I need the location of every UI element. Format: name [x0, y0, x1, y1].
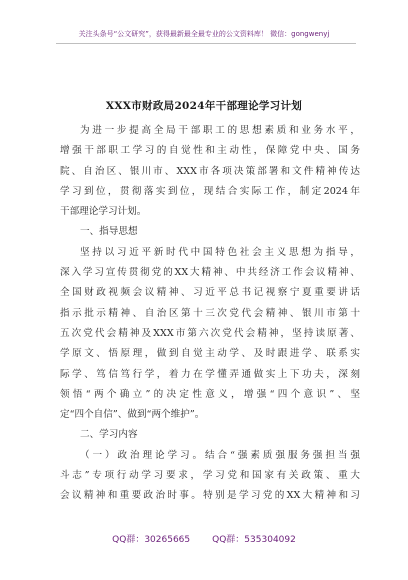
footer-qq-group-2: QQ群：535304092 [212, 535, 296, 545]
body-text-line: 定“四个自信”、做到“两个维护”。 [60, 409, 205, 421]
body-text-line: 指示批示精神、自治区第十三次党代会精神、银川市第十 [60, 307, 360, 319]
section-heading: 一、指导思想 [80, 226, 138, 238]
body-text-line: 际学、笃信笃行学，着力在学懂弄通做实上下功夫，深刻 [60, 368, 360, 380]
footer-contacts [0, 532, 408, 545]
body-text-line: 坚持以习近平新时代中国特色社会主义思想为指导， [80, 246, 360, 258]
body-text-line: 领悟“两个确立”的决定性意义，增强“四个意识”、坚 [60, 388, 360, 400]
body-text-line: 会议精神和重要政治时事。特别是学习党的XX大精神和习 [60, 490, 360, 502]
header-banner: 关注头条号“公文研究”，获得最新最全最专业的公文资料库！ 微信：gongwenyj [78, 30, 330, 38]
body-text-line: 为进一步提高全局干部职工的思想素质和业务水平， [80, 125, 360, 136]
body-text-line: 院、自治区、银川市、XXX市各项决策部署和文件精神传达 [60, 165, 360, 177]
document-body [60, 121, 360, 507]
body-text-line: 增强干部职工学习的自觉性和主动性，保障党中央、国务 [60, 145, 360, 157]
header-divider [56, 43, 356, 44]
body-text-line: 全国财政视频会议精神、习近平总书记视察宁夏重要讲话 [60, 287, 360, 299]
section-heading: 二、学习内容 [80, 429, 138, 441]
body-text-line: 深入学习宣传贯彻党的XX大精神、中共经济工作会议精神、 [60, 267, 360, 279]
body-text-line: 干部理论学习计划。 [60, 206, 147, 218]
document-title: XXX市财政局2024年干部理论学习计划 [105, 100, 303, 112]
body-text-line: 学原文、悟原理，做到自觉主动学、及时跟进学、联系实 [60, 348, 360, 360]
body-text-line: （一）政治理论学习。结合“强素质强服务强担当强 [80, 449, 360, 461]
footer-qq-group-1: QQ群：30265665 [112, 535, 191, 545]
body-text-line: 学习到位，贯彻落实到位，现结合实际工作，制定2024年 [60, 185, 360, 197]
body-text-line: 斗志”专项行动学习要求，学习党和国家有关政策、重大 [60, 470, 360, 482]
body-text-line: 五次党代会精神及XXX市第六次党代会精神，坚持读原著、 [60, 327, 360, 339]
